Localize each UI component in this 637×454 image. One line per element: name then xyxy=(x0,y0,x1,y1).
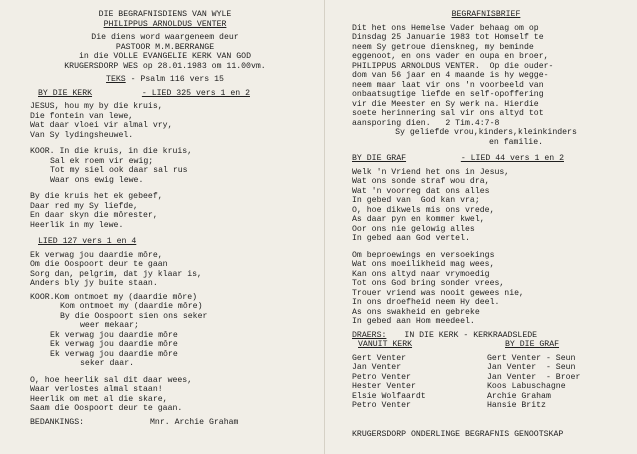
intro-line: PASTOOR M.M.BERRANGE xyxy=(115,42,215,52)
letter-line: aansporing dien. 2 Tim.4:7-8 xyxy=(352,118,500,128)
lyric-line: Trouer vriend was nooit gewees nie, xyxy=(352,288,524,298)
chorus-line: Waar ons ewig lewe. xyxy=(50,175,144,185)
letter-signature: en familie. xyxy=(488,137,544,147)
right-column xyxy=(352,10,620,411)
lyric-line: Die fontein van lewe, xyxy=(30,111,134,121)
chorus-line: By die Oospoort sien ons seker xyxy=(60,311,208,321)
acknowledgements xyxy=(30,418,300,428)
letter-line: vir die Meester en Sy werk na. Hierdie xyxy=(352,99,539,109)
teks-label: TEKS xyxy=(106,75,126,84)
lyric-line: Wat ons moeilikheid mag wees, xyxy=(352,260,495,269)
lyric-line: O, hoe dikwels mis ons vrede, xyxy=(352,205,495,215)
letter-line: Dit het ons Hemelse Vader behaag om op xyxy=(352,23,539,33)
chorus-line: Kom ontmoet my (daardie môre) xyxy=(60,302,203,311)
chorus-line: weer mekaar; xyxy=(80,321,139,330)
lyric-line: In gebed aan Hom meedeel. xyxy=(352,317,475,326)
song1-heading xyxy=(38,89,250,99)
bedankings-value: Mnr. Archie Graham xyxy=(150,417,239,427)
chorus-line: Tot my siel ook daar sal rus xyxy=(50,166,188,175)
song3-location: BY DIE GRAF xyxy=(352,154,407,163)
lyric-line: In gebed aan God vertel. xyxy=(352,234,470,243)
pallbearer-name: Gert Venter - Seun xyxy=(487,353,576,363)
lyric-line: Daar red my Sy liefde, xyxy=(30,201,139,211)
letter-line: dom van 56 jaar en 4 maande is hy wegge- xyxy=(352,71,549,80)
lyric-line: Anders bly jy buite staan. xyxy=(30,279,158,288)
by-die-graf-heading: BY DIE GRAF xyxy=(505,340,560,349)
chorus-line: seker daar. xyxy=(80,359,135,368)
pallbearer-name: Petro Venter xyxy=(352,401,411,410)
vanuit-kerk-heading: VANUIT KERK xyxy=(358,340,413,349)
service-title: DIE BEGRAFNISDIENS VAN WYLE xyxy=(98,10,232,19)
draers-value: IN DIE KERK - KERKRAADSLEDE xyxy=(404,330,538,340)
letter-line: PHILIPPUS ARNOLDUS VENTER. Op die ouder- xyxy=(352,61,554,71)
scripture-text xyxy=(30,75,300,85)
lyric-line: Van Sy lydingsheuwel. xyxy=(30,130,134,140)
letter-heading: BEGRAFNISBRIEF xyxy=(451,10,521,19)
left-column xyxy=(30,10,300,427)
draers-label: DRAERS: xyxy=(352,330,387,340)
song1-location: BY DIE KERK xyxy=(38,88,93,98)
vanuit-kerk-column xyxy=(352,340,477,411)
page-fold-line xyxy=(324,0,325,454)
lyric-line: Heerlik in my lewe. xyxy=(30,220,124,230)
lyric-line: Om die Oospoort deur te gaan xyxy=(30,260,168,269)
letter-line: neem maar laat vir ons 'n voorbeeld van xyxy=(352,80,544,90)
chorus-line: KOOR.Kom ontmoet my (daardie môre) xyxy=(30,292,198,302)
song1-number: - LIED 325 vers 1 en 2 xyxy=(141,88,250,98)
pallbearer-name: Jan Venter xyxy=(352,363,402,372)
pallbearer-name: Jan Venter - Broer xyxy=(487,372,581,382)
pallbearer-name: Archie Graham xyxy=(487,391,551,401)
song3-number: - LIED 44 vers 1 en 2 xyxy=(460,154,564,163)
letter-line: onbaatsugtige liefde en self-opoffering xyxy=(352,90,544,99)
intro-line: in die VOLLE EVANGELIE KERK VAN GOD xyxy=(79,52,251,61)
teks-value: - Psalm 116 vers 15 xyxy=(130,75,224,84)
song2-heading: LIED 127 vers 1 en 4 xyxy=(38,237,137,246)
pallbearer-name: Hansie Britz xyxy=(487,401,546,410)
pallbearer-name: Gert Venter xyxy=(352,353,407,363)
pallbearer-name: Koos Labuschagne xyxy=(487,382,566,391)
by-die-graf-column xyxy=(487,340,607,411)
pallbearer-name: Elsie Wolfaardt xyxy=(352,391,426,401)
letter-line: Dinsdag 25 Januarie 1983 tot Homself te xyxy=(352,33,544,42)
pallbearer-name: Hester Venter xyxy=(352,382,416,391)
lyric-line: Waar verlostes almal staan! xyxy=(30,385,163,394)
footer-society: KRUGERSDORP ONDERLINGE BEGRAFNIS GENOOTSKAP xyxy=(352,430,564,439)
lyric-line: In ons droefheid neem Hy deel. xyxy=(352,298,500,307)
pallbearers-columns xyxy=(352,340,607,411)
chorus-line: KOOR. In die kruis, in die kruis, xyxy=(30,147,193,156)
lyric-line: Tot ons God bring sonder vrees, xyxy=(352,279,505,288)
lyric-line: As ons swakheid en gebreke xyxy=(352,307,480,317)
bedankings-label: BEDANKINGS: xyxy=(30,417,85,427)
chorus-line: Ek verwag jou daardie môre xyxy=(50,349,178,359)
chorus-line: Ek verwag jou daardie môre xyxy=(50,330,178,340)
lyric-line: Wat 'n voorreg dat ons alles xyxy=(352,186,490,196)
letter-signature: Sy geliefde vrou,kinders,kleinkinders xyxy=(395,128,577,137)
lyric-line: O, hoe heerlik sal dit daar wees, xyxy=(30,375,193,385)
chorus-line: Sal ek roem vir ewig; xyxy=(50,156,154,166)
lyric-line: Wat ons sonde straf wou dra, xyxy=(352,177,490,186)
pallbearers-heading xyxy=(352,331,620,341)
lyric-line: Welk 'n Vriend het ons in Jesus, xyxy=(352,167,510,177)
chorus-line: Ek verwag jou daardie môre xyxy=(50,340,178,349)
intro-line: KRUGERSDORP WES op 28.01.1983 om 11.00vm. xyxy=(64,61,266,71)
lyric-line: As daar pyn en kommer kwel, xyxy=(352,215,485,224)
lyric-line: Sorg dan, pelgrim, dat jy klaar is, xyxy=(30,269,202,279)
lyric-line: Oor ons nie gelowig alles xyxy=(352,224,475,234)
lyric-line: Saam die Oospoort deur te gaan. xyxy=(30,404,183,413)
lyric-line: Heerlik om met al die skare, xyxy=(30,394,168,404)
lyric-line: Ek verwag jou daardie môre, xyxy=(30,250,163,260)
lyric-line: Om beproewings en versoekings xyxy=(352,250,495,260)
lyric-line: Kan ons altyd naar vrymoedig xyxy=(352,269,490,279)
lyric-line: By die kruis het ek gebeef, xyxy=(30,192,163,201)
letter-line: neem Sy getroue dienskneg, my beminde xyxy=(352,42,534,52)
letter-line: soete herinnering sal vir ons altyd tot xyxy=(352,109,544,118)
song3-heading xyxy=(352,154,564,164)
lyric-line: In gebed van God kan vra; xyxy=(352,196,480,205)
deceased-name: PHILIPPUS ARNOLDUS VENTER xyxy=(103,19,227,29)
lyric-line: Wat daar vloei vir almal vry, xyxy=(30,121,173,130)
letter-line: eggenoot, en ons vader en oupa en broer, xyxy=(352,52,549,61)
intro-line: Die diens word waargeneem deur xyxy=(91,33,239,42)
pallbearer-name: Petro Venter xyxy=(352,372,411,382)
lyric-line: JESUS, hou my by die kruis, xyxy=(30,102,163,111)
lyric-line: En daar skyn die môrester, xyxy=(30,211,158,220)
pallbearer-name: Jan Venter - Seun xyxy=(487,363,576,372)
